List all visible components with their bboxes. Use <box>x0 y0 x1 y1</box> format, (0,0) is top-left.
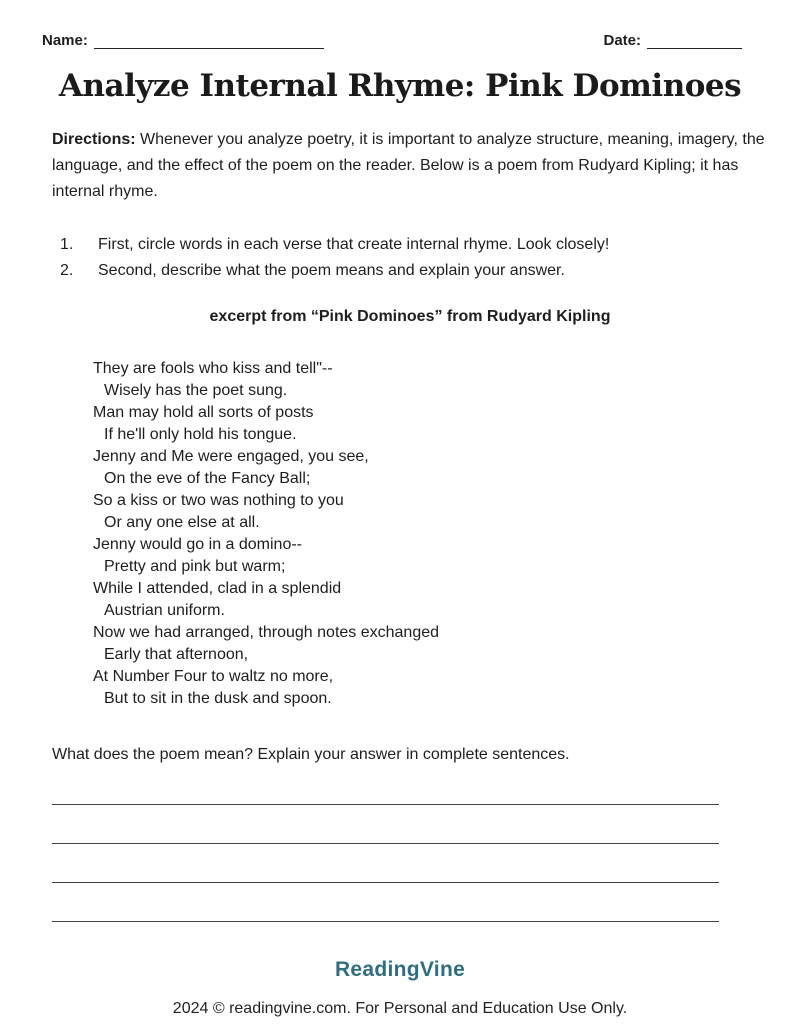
poem-line: They are fools who kiss and tell"-- <box>93 360 333 377</box>
date-field <box>603 32 742 49</box>
page-title: Analyze Internal Rhyme: Pink Dominoes <box>58 68 742 104</box>
poem-line: Jenny would go in a domino-- <box>93 536 303 553</box>
date-blank[interactable] <box>647 34 742 49</box>
answer-line[interactable] <box>52 921 719 922</box>
answer-line[interactable] <box>52 882 719 883</box>
directions-label: Directions: <box>52 131 136 148</box>
poem-line: Jenny and Me were engaged, you see, <box>93 448 369 465</box>
poem <box>93 358 439 710</box>
step-number: 2. <box>60 262 74 279</box>
header-row <box>42 32 742 54</box>
answer-lines <box>52 804 719 960</box>
poem-line: Pretty and pink but warm; <box>104 558 286 575</box>
poem-line: Or any one else at all. <box>104 514 260 531</box>
poem-line: Man may hold all sorts of posts <box>93 404 314 421</box>
step-number: 1. <box>60 236 74 253</box>
answer-line[interactable] <box>52 843 719 844</box>
step-text: Second, describe what the poem means and explain your answer. <box>98 262 565 279</box>
poem-line: While I attended, clad in a splendid <box>93 580 342 597</box>
name-blank[interactable] <box>94 34 324 49</box>
poem-line: At Number Four to waltz no more, <box>93 668 334 685</box>
poem-line: On the eve of the Fancy Ball; <box>104 470 311 487</box>
poem-line: If he'll only hold his tongue. <box>104 426 297 443</box>
question-prompt: What does the poem mean? Explain your answer in complete sentences. <box>52 746 570 763</box>
steps-list <box>52 232 752 284</box>
name-field <box>42 32 324 49</box>
step-item <box>52 258 752 284</box>
poem-line: Austrian uniform. <box>104 602 225 619</box>
directions <box>52 127 772 205</box>
answer-line[interactable] <box>52 804 719 805</box>
date-label: Date: <box>603 32 641 49</box>
poem-line: But to sit in the dusk and spoon. <box>104 690 332 707</box>
excerpt-title: excerpt from “Pink Dominoes” from Rudyard Kipling <box>209 308 611 325</box>
name-label: Name: <box>42 32 88 49</box>
step-text: First, circle words in each verse that create internal rhyme. Look closely! <box>98 236 610 253</box>
poem-line: So a kiss or two was nothing to you <box>93 492 344 509</box>
footer-copyright: 2024 © readingvine.com. For Personal and Education Use Only. <box>172 1000 628 1017</box>
poem-line: Early that afternoon, <box>104 646 249 663</box>
step-item <box>52 232 752 258</box>
poem-line: Now we had arranged, through notes exchanged <box>93 624 440 641</box>
directions-text: Whenever you analyze poetry, it is important to analyze structure, meaning, imagery, the language, and the effect of the poem on the reader. Below is a poem from Rudyard Kipling; it has internal rhyme. <box>52 131 765 200</box>
readingvine-logo: ReadingVine <box>334 958 466 981</box>
poem-line: Wisely has the poet sung. <box>104 382 288 399</box>
